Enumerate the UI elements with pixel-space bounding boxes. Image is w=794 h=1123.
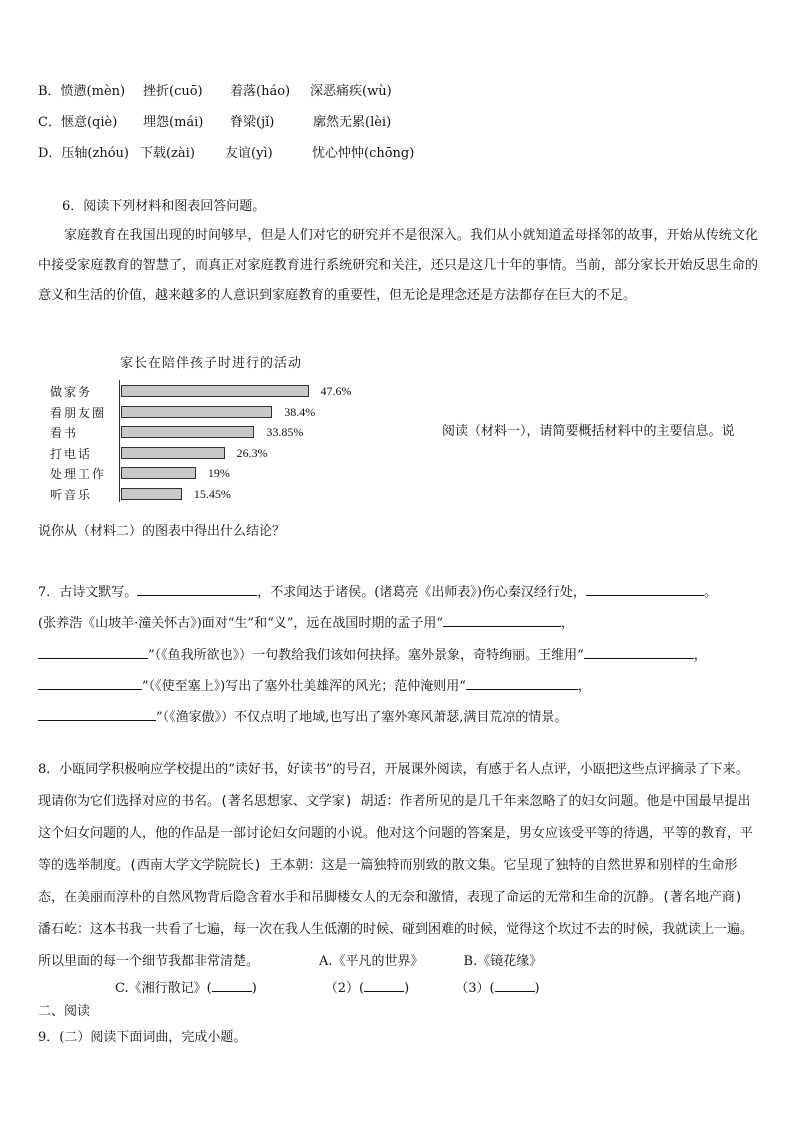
bar-label: 听音乐 [50, 487, 93, 502]
bar-value-label: 47.6% [320, 384, 352, 398]
q7-blank-6[interactable] [38, 675, 142, 690]
question-8 [38, 754, 758, 978]
answer-label-3: （3）( [455, 981, 495, 996]
option-b-4: 深恶痛疾(wù) [310, 84, 392, 99]
question-7-line-4 [38, 675, 591, 697]
option-c: C.《湘行散记》( [115, 981, 212, 996]
q7-text-8: ”（《使至塞上》)写出了塞外壮美雄浑的风光；范仲淹则用“ [142, 679, 466, 694]
bar-value-label: 19% [207, 466, 230, 480]
q7-text-3: 。 [703, 585, 717, 600]
bar-label: 看朋友圈 [50, 405, 107, 420]
option-b-2: 挫折(cuō) [143, 84, 203, 99]
bar-label: 打电话 [50, 446, 93, 461]
bar [121, 385, 309, 397]
q7-blank-5[interactable] [584, 644, 694, 659]
q7-text-2: ，不求闻达于诸侯。(诸葛亮《出师表》)伤心秦汉经行处， [257, 585, 586, 600]
q7-text-4: (张养浩《山坡羊·潼关怀古》)面对“生”和“义”，远在战国时期的孟子用“ [38, 616, 444, 631]
bar-value-label: 38.4% [284, 404, 316, 419]
question-7-line-3 [38, 644, 707, 666]
option-b-3: 着落(háo) [230, 84, 291, 99]
bar-value-label: 33.85% [266, 425, 304, 439]
q7-blank-8[interactable] [38, 706, 156, 721]
option-b-1: B．愤懑(mèn) [38, 84, 126, 99]
q7-blank-1[interactable] [137, 581, 257, 596]
section-2-heading: 二、阅读 [38, 1004, 91, 1019]
bar-value-label: 15.45% [193, 486, 231, 501]
q7-text-1: 7．古诗文默写。 [38, 585, 138, 600]
question-7-line-1 [38, 581, 717, 603]
option-c-2: 埋怨(mái) [143, 115, 204, 130]
material-1-paragraph: 家庭教育在我国出现的时间够早，但是人们对它的研究并不是很深入。我们从小就知道孟母择邻的故事，开始从传统文化中接受家庭教育的智慧了，而真正对家庭教育进行系统研究和关注，还只是这几十年的事情。当前，部分家长开始反思生命的意义和生活的价值，越来越多的人意识到家庭教育的重要性，但无论是理念还是方法都存在巨大的不足。 [38, 228, 758, 303]
answer-close-2: ) [404, 981, 410, 996]
option-d-1: D．压轴(zhóu) [38, 146, 129, 161]
bar [121, 447, 225, 459]
bar [121, 406, 272, 418]
option-c-3: 脊梁(jǐ) [230, 115, 275, 130]
answer-blank-2[interactable] [364, 977, 404, 992]
question-8-intro: 8．小瓯同学积极响应学校提出的“读好书，好读书”的号召，开展课外阅读，有感于名人点评，小瓯把这些点评摘录了下来。现请你为它们选择对应的书名。 [38, 762, 749, 809]
q7-text-7: ， [693, 648, 707, 663]
question-9-title: 9．(二）阅读下面词曲，完成小题。 [38, 1030, 247, 1045]
option-c-row [38, 113, 391, 133]
question-6-prompt-tail: 说你从（材料二）的图表中得出什么结论？ [38, 524, 286, 539]
question-6-title: 6．阅读下列材料和图表回答问题。 [62, 199, 266, 214]
q7-text-6: ”（《鱼我所欲也》）一句教给我们该如何抉择。塞外景象，奇特绚丽。王维用“ [148, 648, 584, 663]
bar [121, 467, 196, 479]
option-d-3: 友谊(yì) [225, 146, 273, 161]
bar-label: 做家务 [50, 385, 93, 399]
bar-value-label: 26.3% [236, 445, 268, 460]
question-7-line-2 [38, 612, 574, 634]
bar-label: 看书 [50, 426, 79, 440]
option-a: A.《平凡的世界》 [319, 954, 424, 969]
bar [121, 426, 254, 438]
chart-axis [119, 380, 120, 502]
option-b: B.《镜花缘》 [463, 954, 543, 969]
q7-blank-7[interactable] [466, 675, 578, 690]
q7-text-5: ， [561, 616, 575, 631]
answer-close-1: ) [251, 981, 257, 996]
answer-blank-3[interactable] [495, 977, 535, 992]
bar-label: 处理工作 [50, 467, 107, 481]
bar [121, 488, 182, 500]
q7-blank-3[interactable] [443, 612, 561, 627]
question-8-answers [115, 977, 540, 999]
option-b-row [38, 82, 392, 102]
q7-text-10: ”（《渔家傲》）不仅点明了地域,也写出了塞外寒风萧瑟,满目荒凉的情景。 [156, 710, 568, 725]
option-d-2: 下载(zài) [140, 146, 195, 161]
option-d-4: 忧心忡忡(chōng) [312, 146, 415, 161]
answer-blank-1[interactable] [212, 977, 252, 992]
q7-text-9: ， [577, 679, 591, 694]
answer-close-3: ) [534, 981, 540, 996]
question-8-body: (著名思想家、文学家) 胡适：作者所见的是几千年来忽略了的妇女问题。他是中国最早提出这个妇女问题的人，他的作品是一部讨论妇女问题的小说。他对这个问题的答案是，男女应该受平等的待遇，平等的教育，平等的选举制度。(西南大学文学院院长) 王本朝：这是一篇独特而别致的散文集。它呈现了独特的自然世界和别样的生命形态，在美丽而淳朴的自然风物背后隐含着水手和吊脚楼女人的无奈和激情，表现了命运的无常和生命的沉静。(著名地产商) 潘石屹：这本书我一共看了七遍，每一次在我人生低潮的时候、碰到困难的时候，觉得这个坎过不去的时候，我就读上一遍。所以里面的每一个细节我都非常清楚。 [38, 794, 754, 969]
answer-label-2: （2）( [324, 981, 365, 996]
option-c-1: C．惬意(qiè) [38, 115, 118, 130]
question-7-line-5 [38, 706, 567, 728]
option-d-row [38, 144, 414, 164]
question-6-prompt: 阅读（材料一），请简要概括材料中的主要信息。说 [442, 424, 735, 439]
q7-blank-2[interactable] [586, 581, 704, 596]
chart-title: 家长在陪伴孩子时进行的活动 [120, 356, 303, 371]
option-c-4: 廓然无累(lèi) [313, 115, 392, 130]
q7-blank-4[interactable] [38, 644, 148, 659]
